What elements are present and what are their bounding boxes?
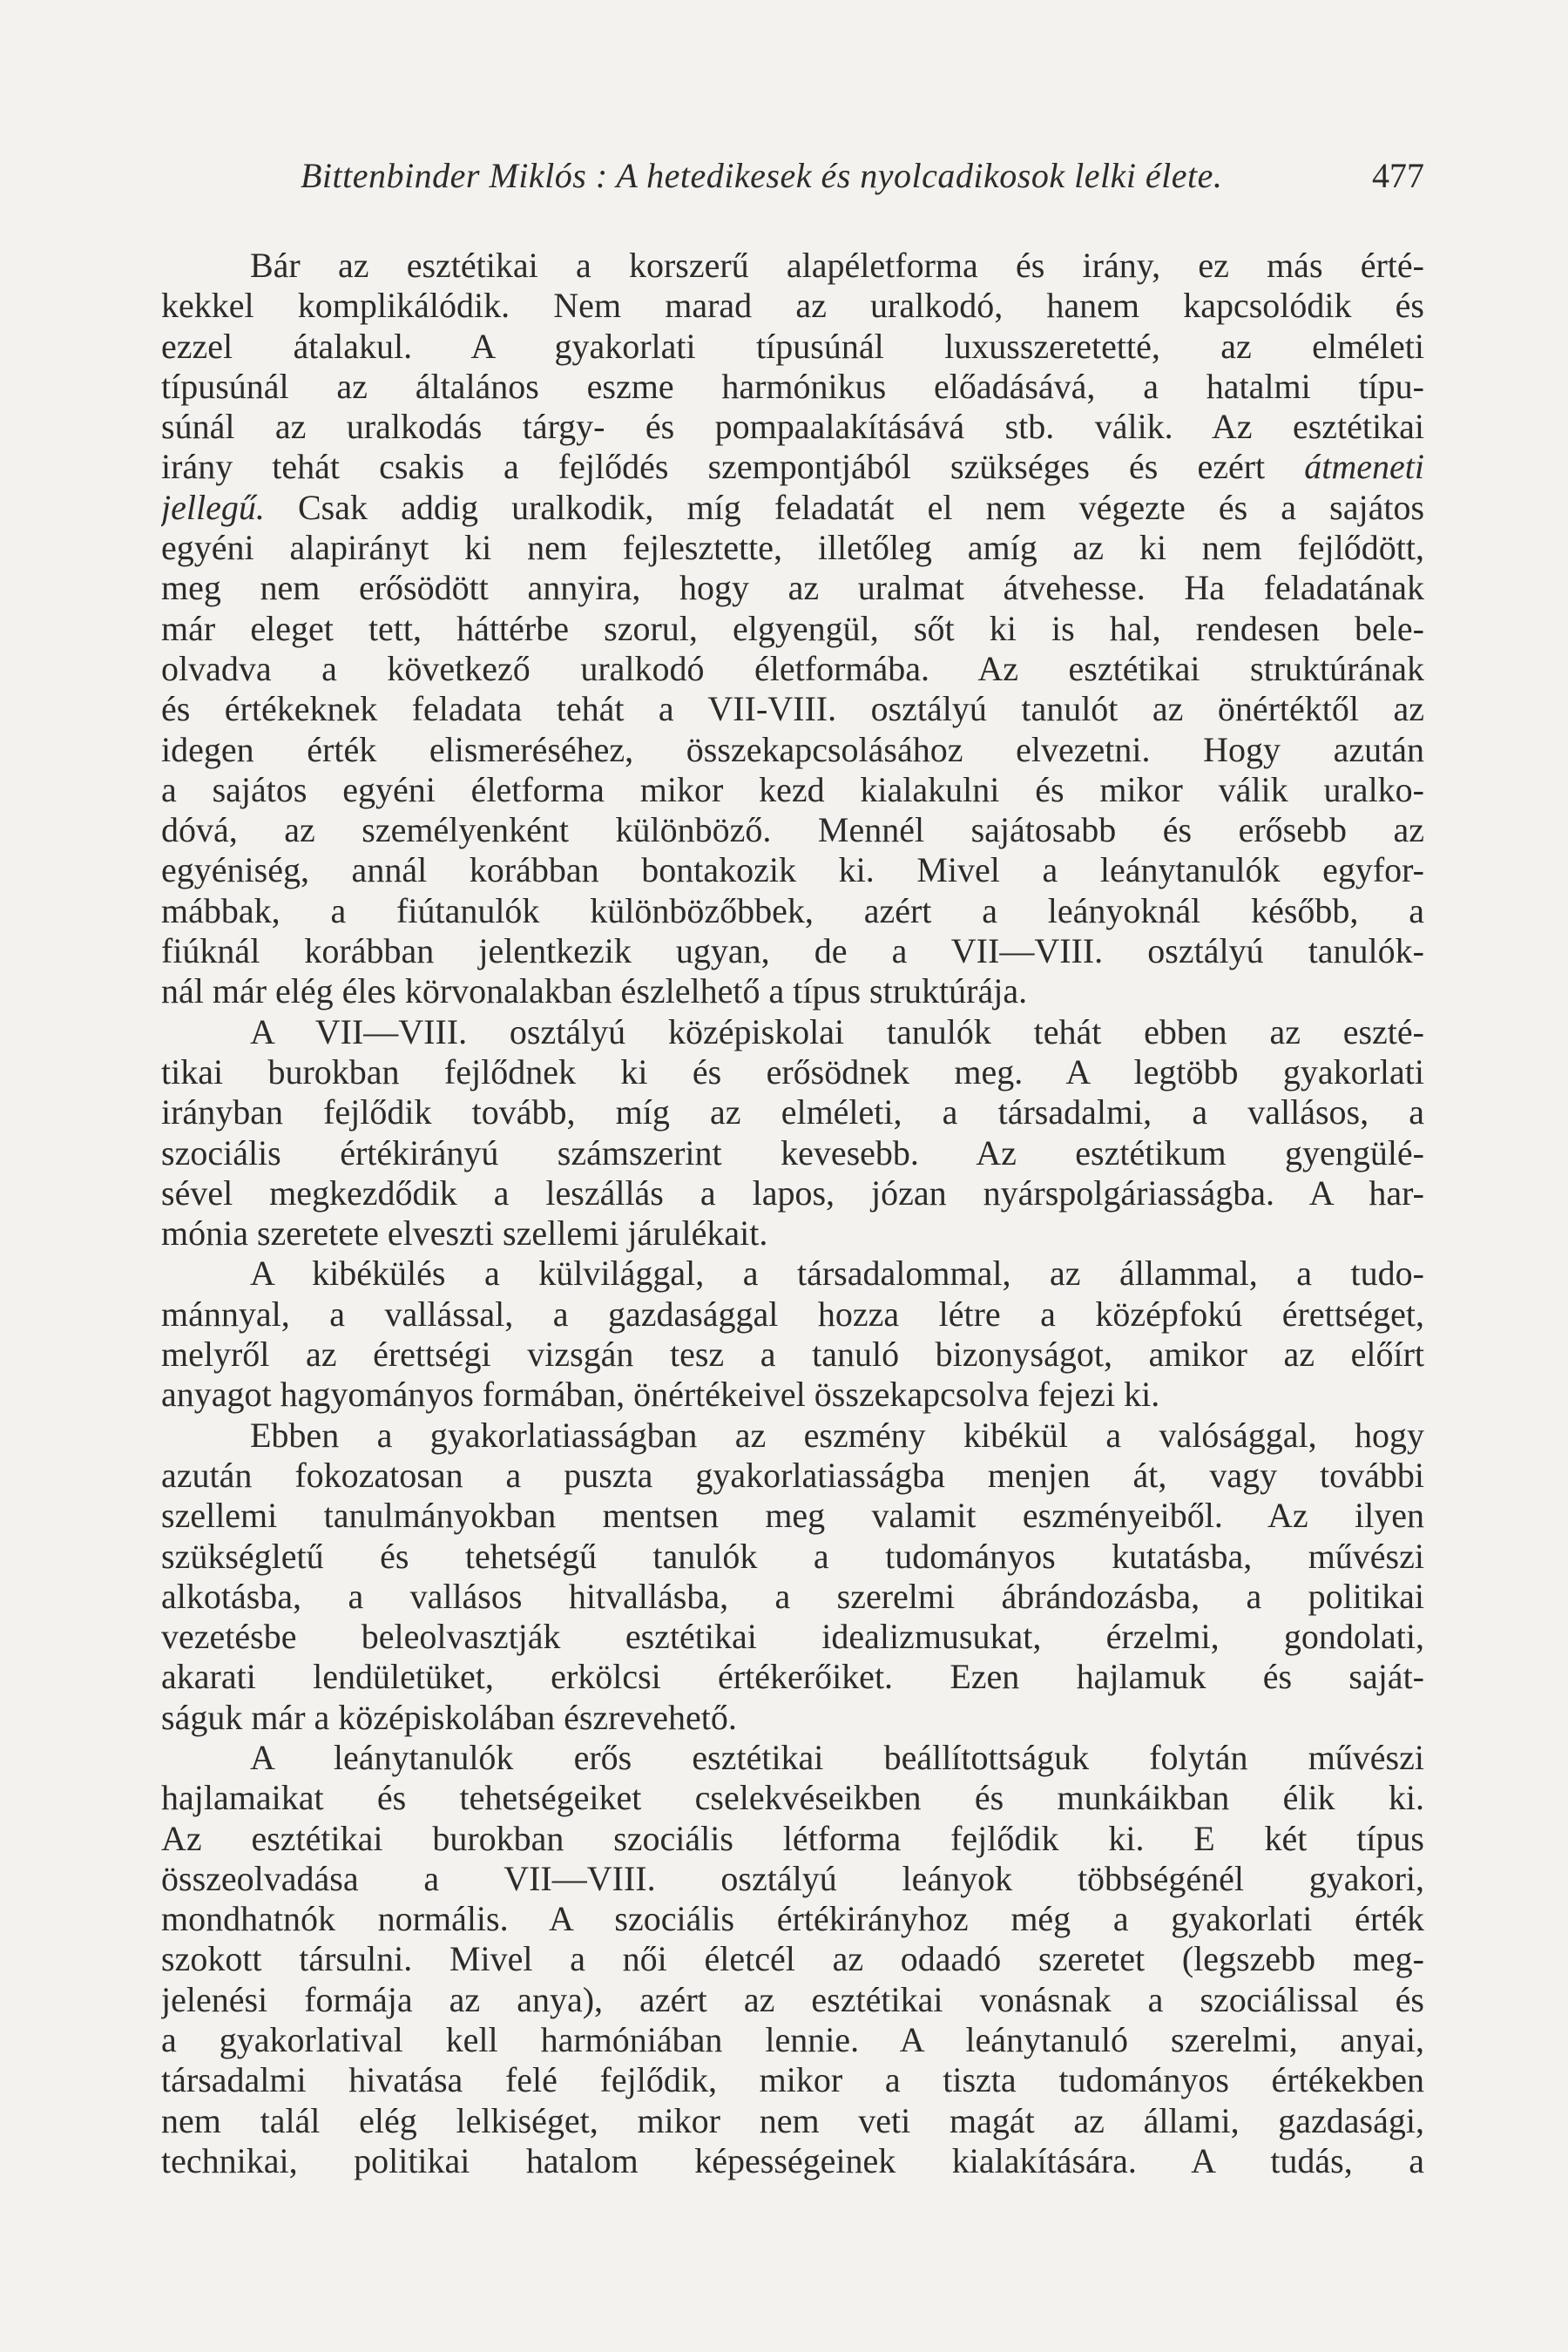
text-line: olvadva a következő uralkodó életformába. Az esztétikai struktúrának <box>161 648 1424 688</box>
text-line: már eleget tett, háttérbe szorul, elgyengül, sőt ki is hal, rendesen bele- <box>161 608 1424 648</box>
body-text <box>161 246 1424 2181</box>
text-line: szellemi tanulmányokban mentsen meg valamit eszményeiből. Az ilyen <box>161 1496 1424 1536</box>
text-line: szociális értékirányú számszerint kevesebb. Az esztétikum gyengülé- <box>161 1132 1424 1173</box>
text-line: irányban fejlődik tovább, míg az elméleti, a társadalmi, a vallásos, a <box>161 1092 1424 1132</box>
text-line: ezzel átalakul. A gyakorlati típusúnál luxusszeretetté, az elméleti <box>161 326 1424 366</box>
text-line: melyről az érettségi vizsgán tesz a tanuló bizonyságot, amikor az előírt <box>161 1335 1424 1375</box>
text-line: mánnyal, a vallással, a gazdasággal hozza létre a középfokú érettséget, <box>161 1294 1424 1334</box>
text-line: mondhatnók normális. A szociális értékirányhoz még a gyakorlati érték <box>161 1899 1424 1939</box>
text-line: kekkel komplikálódik. Nem marad az uralkodó, hanem kapcsolódik és <box>161 286 1424 326</box>
text-line: nem talál elég lelkiséget, mikor nem veti magát az állami, gazdasági, <box>161 2100 1424 2140</box>
text-line: idegen érték elismeréséhez, összekapcsolásához elvezetni. Hogy azután <box>161 729 1424 769</box>
text-line: tikai burokban fejlődnek ki és erősödnek meg. A legtöbb gyakorlati <box>161 1051 1424 1092</box>
text-line: egyéniség, annál korábban bontakozik ki. Mivel a leánytanulók egyfor- <box>161 850 1424 890</box>
text-line: súnál az uralkodás tárgy- és pompaalakításává stb. válik. Az esztétikai <box>161 407 1424 447</box>
text-line: fiúknál korábban jelentkezik ugyan, de a VII—VIII. osztályú tanulók- <box>161 931 1424 971</box>
text-line: a sajátos egyéni életforma mikor kezd kialakulni és mikor válik uralko- <box>161 769 1424 809</box>
text-line: technikai, politikai hatalom képességeinek kialakítására. A tudás, a <box>161 2140 1424 2180</box>
text-line: dóvá, az személyenként különböző. Mennél sajátosabb és erősebb az <box>161 810 1424 850</box>
text-line: sével megkezdődik a leszállás a lapos, józan nyárspolgáriasságba. A har- <box>161 1173 1424 1213</box>
text-line: azután fokozatosan a puszta gyakorlatiasságba menjen át, vagy további <box>161 1455 1424 1495</box>
text-line: jellegű. Csak addig uralkodik, míg feladatát el nem végezte és a sajátos <box>161 487 1424 527</box>
text-line: a gyakorlatival kell harmóniában lennie. A leánytanuló szerelmi, anyai, <box>161 2020 1424 2060</box>
text-line: vezetésbe beleolvasztják esztétikai idealizmusukat, érzelmi, gondolati, <box>161 1617 1424 1657</box>
text-line: típusúnál az általános eszme harmónikus előadásává, a hatalmi típu- <box>161 366 1424 406</box>
page-number: 477 <box>1372 156 1424 195</box>
text-line: Az esztétikai burokban szociális létforma fejlődik ki. E két típus <box>161 1818 1424 1858</box>
running-head <box>161 150 1424 202</box>
text-line: A leánytanulók erős esztétikai beállítottságuk folytán művészi <box>250 1737 1424 1777</box>
text-line: akarati lendületüket, erkölcsi értékerőiket. Ezen hajlamuk és saját- <box>161 1657 1424 1697</box>
text-line: irány tehát csakis a fejlődés szempontjából szükséges és ezért átmeneti <box>161 447 1424 487</box>
text-line: nál már elég éles körvonalakban észlelhető a típus struktúrája. <box>161 971 1028 1011</box>
text-line: hajlamaikat és tehetségeiket cselekvéseikben és munkáikban élik ki. <box>161 1778 1424 1818</box>
text-line: ságuk már a középiskolában észrevehető. <box>161 1697 737 1737</box>
text-line: anyagot hagyományos formában, önértékeivel összekapcsolva fejezi ki. <box>161 1375 1160 1415</box>
text-line: összeolvadása a VII—VIII. osztályú leányok többségénél gyakori, <box>161 1858 1424 1898</box>
text-line: alkotásba, a vallásos hitvallásba, a szerelmi ábrándozásba, a politikai <box>161 1576 1424 1616</box>
text-line: mábbak, a fiútanulók különbözőbbek, azért a leányoknál később, a <box>161 890 1424 930</box>
text-line: meg nem erősödött annyira, hogy az uralmat átvehesse. Ha feladatának <box>161 568 1424 608</box>
running-title: Bittenbinder Miklós : A hetedikesek és nyolcadikosok lelki élete. <box>301 156 1223 195</box>
text-line: A VII—VIII. osztályú középiskolai tanulók tehát ebben az eszté- <box>250 1011 1424 1051</box>
text-line: egyéni alapirányt ki nem fejlesztette, illetőleg amíg az ki nem fejlődött, <box>161 528 1424 568</box>
text-line: A kibékülés a külvilággal, a társadalommal, az állammal, a tudo- <box>250 1254 1424 1294</box>
italic-phrase: átmeneti <box>1304 447 1424 487</box>
text-line: szükségletű és tehetségű tanulók a tudományos kutatásba, művészi <box>161 1536 1424 1576</box>
text-line: társadalmi hivatása felé fejlődik, mikor a tiszta tudományos értékekben <box>161 2060 1424 2100</box>
text-line: mónia szeretete elveszti szellemi járulékait. <box>161 1213 768 1254</box>
text-line: és értékeknek feladata tehát a VII-VIII. osztályú tanulót az önértéktől az <box>161 689 1424 729</box>
text-line: Bár az esztétikai a korszerű alapéletforma és irány, ez más érté- <box>250 246 1424 285</box>
text-line: jelenési formája az anya), azért az esztétikai vonásnak a szociálissal és <box>161 1979 1424 2019</box>
text-line: Ebben a gyakorlatiasságban az eszmény kibékül a valósággal, hogy <box>250 1415 1424 1455</box>
text-line: szokott társulni. Mivel a női életcél az odaadó szeretet (legszebb meg- <box>161 1939 1424 1979</box>
italic-phrase: jellegű. <box>161 487 265 527</box>
